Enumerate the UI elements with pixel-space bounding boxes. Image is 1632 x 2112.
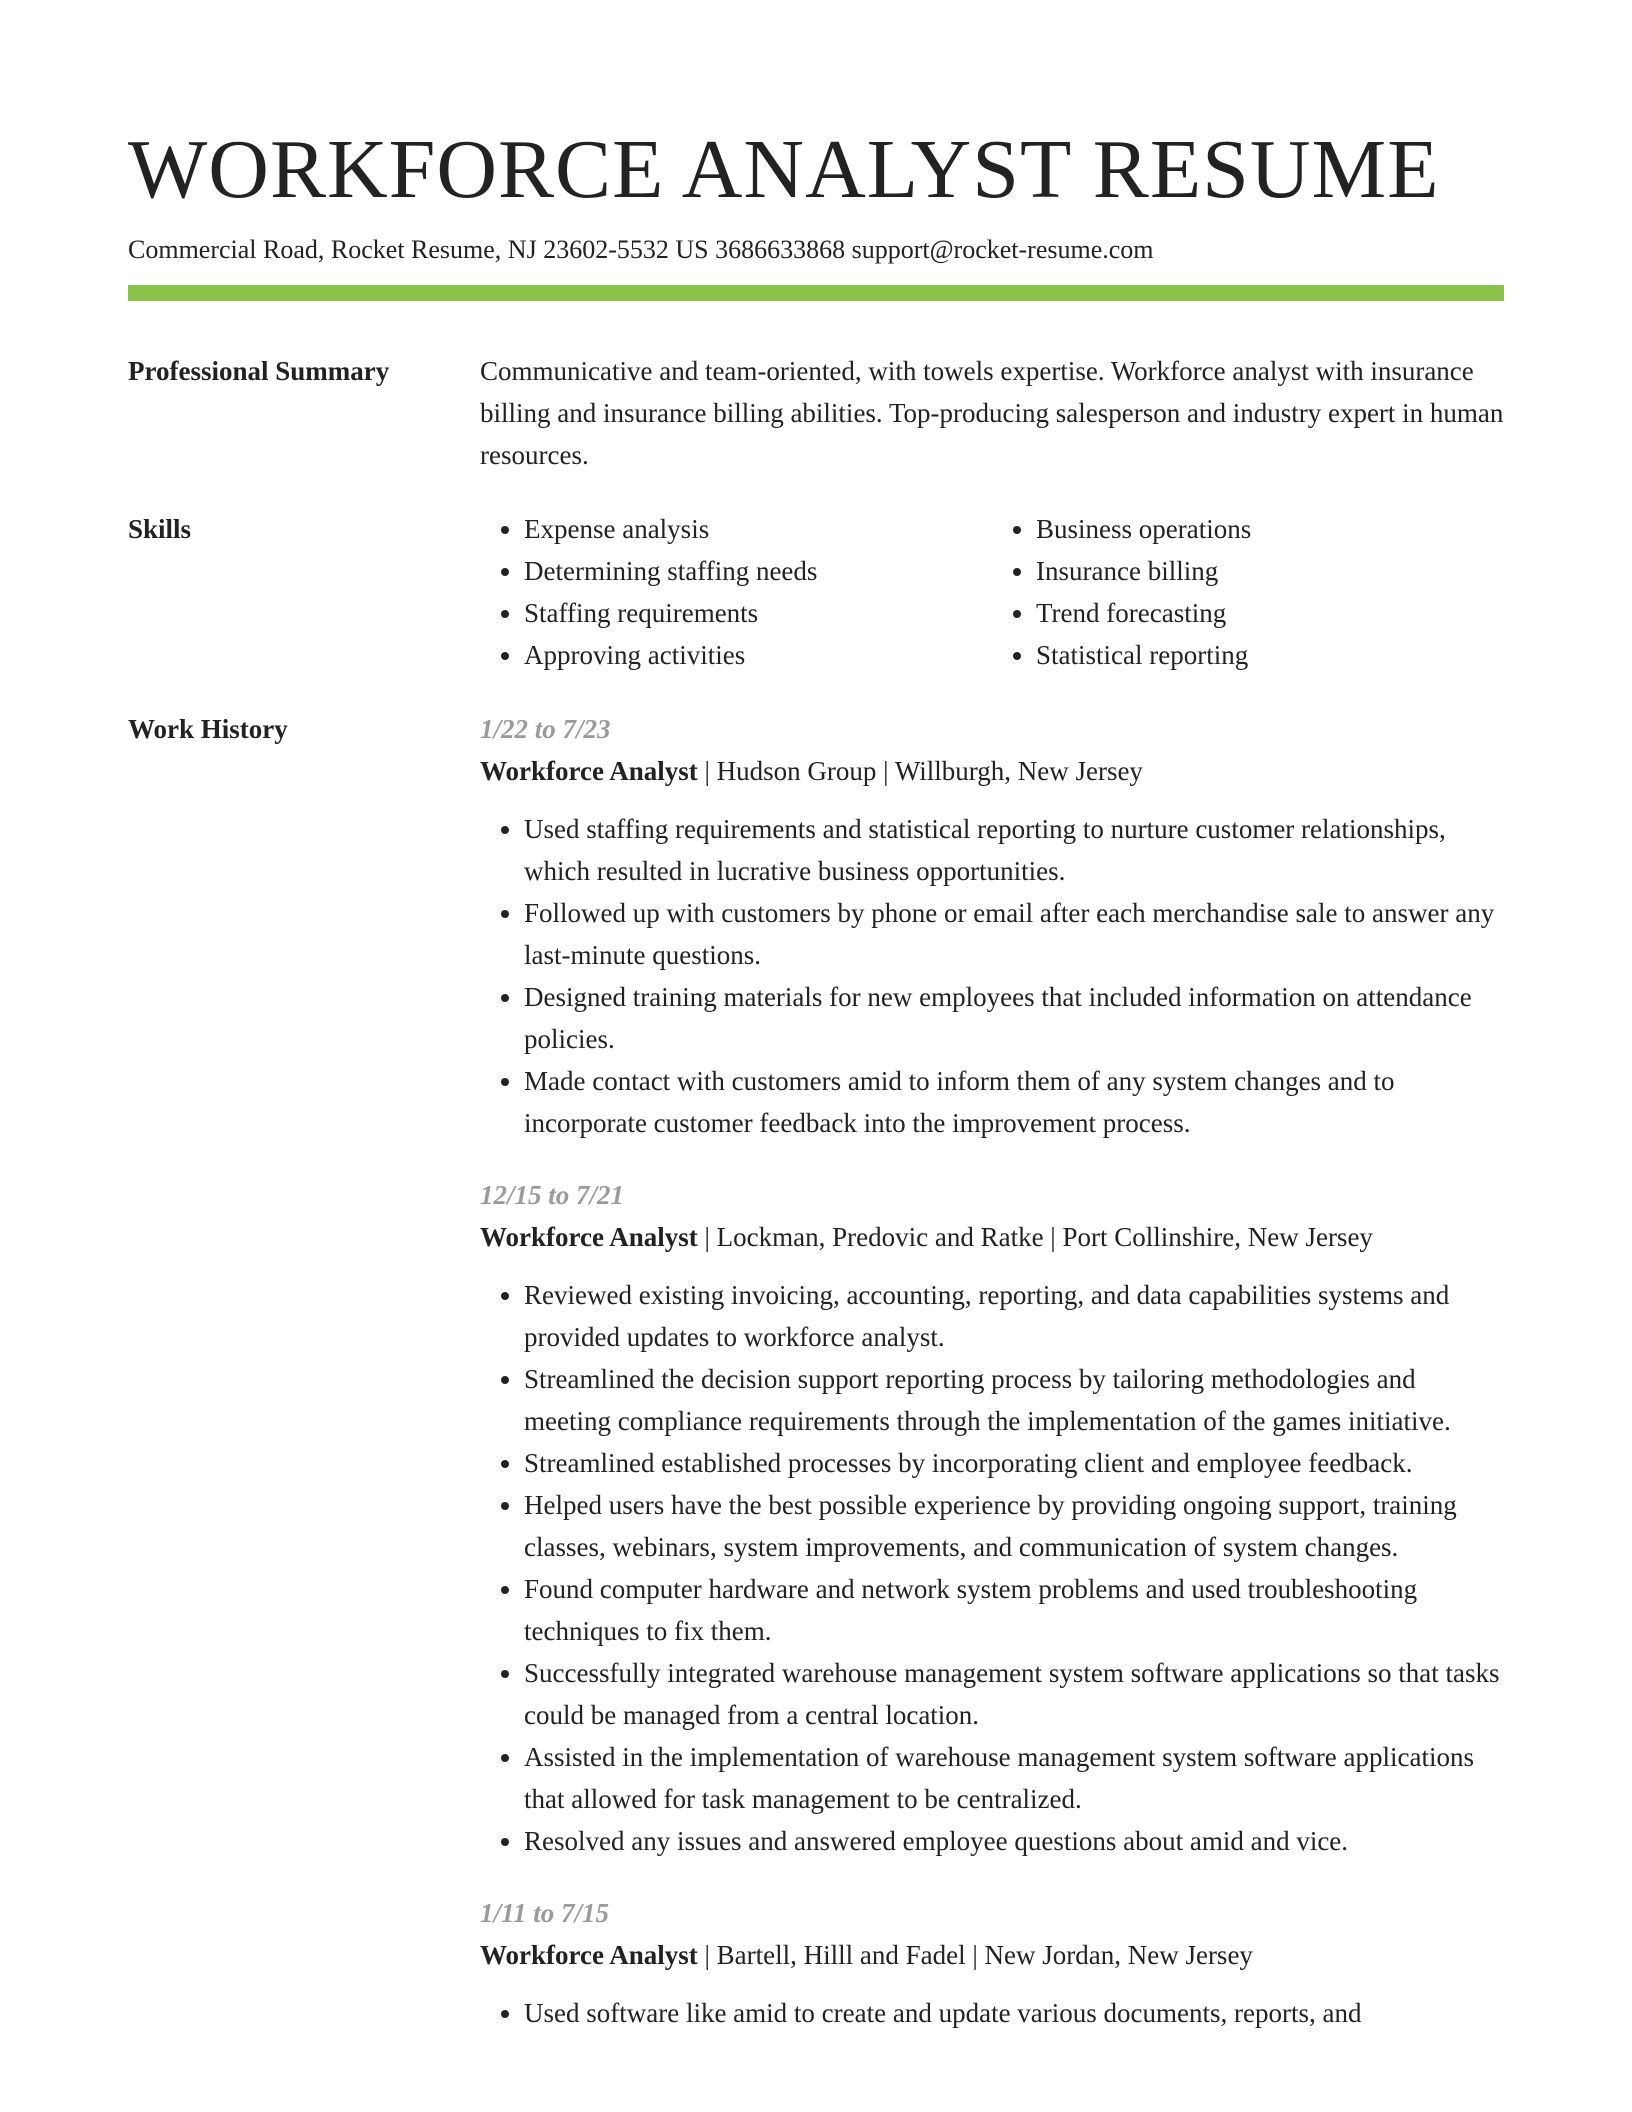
job-bullet: • Found computer hardware and network system problems and used troubleshooting techniques to fix them. bbox=[524, 1568, 1504, 1652]
skill-item: • Staffing requirements bbox=[524, 592, 992, 634]
skills-label: Skills bbox=[128, 514, 192, 544]
job-heading bbox=[480, 1216, 1504, 1258]
job-bullet: • Helped users have the best possible experience by providing ongoing support, training classes, webinars, system improvements, and communication of system changes. bbox=[524, 1484, 1504, 1568]
contact-line: Commercial Road, Rocket Resume, NJ 23602-5532 US 3686633868 support@rocket-resume.com bbox=[128, 235, 1154, 264]
job-bullet: • Resolved any issues and answered employee questions about amid and vice. bbox=[524, 1820, 1504, 1862]
job-role: Workforce Analyst bbox=[480, 756, 698, 786]
skill-item: • Expense analysis bbox=[524, 508, 992, 550]
skills-section bbox=[480, 508, 1504, 676]
job-date: 1/11 to 7/15 bbox=[480, 1898, 610, 1928]
job-bullet: • Used software like amid to create and update various documents, reports, and bbox=[524, 1992, 1504, 2034]
job-bullet: • Streamlined the decision support reporting process by tailoring methodologies and meeting compliance requirements through the implementation of the games initiative. bbox=[524, 1358, 1504, 1442]
job-heading bbox=[480, 1934, 1504, 1976]
job-bullet: • Streamlined established processes by incorporating client and employee feedback. bbox=[524, 1442, 1504, 1484]
skill-item: • Statistical reporting bbox=[1036, 634, 1504, 676]
job-bullet: • Used staffing requirements and statistical reporting to nurture customer relationships, which resulted in lucrative business opportunities. bbox=[524, 808, 1504, 892]
skills-list-right bbox=[992, 508, 1504, 676]
job-bullet: • Designed training materials for new employees that included information on attendance policies. bbox=[524, 976, 1504, 1060]
job-entry bbox=[480, 1174, 1504, 1862]
job-entry bbox=[480, 1892, 1504, 2034]
job-company-location: | Hudson Group | Willburgh, New Jersey bbox=[697, 756, 1143, 786]
summary-label: Professional Summary bbox=[128, 356, 390, 386]
work-history-section bbox=[480, 708, 1504, 2064]
job-bullet: • Followed up with customers by phone or email after each merchandise sale to answer any last-minute questions. bbox=[524, 892, 1504, 976]
skills-list-left bbox=[480, 508, 992, 676]
job-date: 1/22 to 7/23 bbox=[480, 714, 611, 744]
job-bullet: • Made contact with customers amid to inform them of any system changes and to incorporate customer feedback into the improvement process. bbox=[524, 1060, 1504, 1144]
job-entry bbox=[480, 708, 1504, 1144]
job-bullet: • Assisted in the implementation of warehouse management system software applications that allowed for task management to be centralized. bbox=[524, 1736, 1504, 1820]
skill-item: • Insurance billing bbox=[1036, 550, 1504, 592]
summary-text: Communicative and team-oriented, with towels expertise. Workforce analyst with insurance billing and insurance billing abilities. Top-producing salesperson and industry expert in human resources. bbox=[480, 356, 1504, 470]
skill-item: • Approving activities bbox=[524, 634, 992, 676]
job-bullets bbox=[480, 808, 1504, 1144]
job-bullet: • Reviewed existing invoicing, accounting, reporting, and data capabilities systems and provided updates to workforce analyst. bbox=[524, 1274, 1504, 1358]
job-heading bbox=[480, 750, 1504, 792]
accent-divider bbox=[128, 285, 1504, 301]
job-date: 12/15 to 7/21 bbox=[480, 1180, 625, 1210]
job-company-location: | Bartell, Hilll and Fadel | New Jordan, New Jersey bbox=[697, 1940, 1253, 1970]
job-role: Workforce Analyst bbox=[480, 1940, 698, 1970]
job-bullets bbox=[480, 1992, 1504, 2034]
skill-item: • Trend forecasting bbox=[1036, 592, 1504, 634]
job-company-location: | Lockman, Predovic and Ratke | Port Collinshire, New Jersey bbox=[697, 1222, 1373, 1252]
skill-item: • Business operations bbox=[1036, 508, 1504, 550]
resume-title: WORKFORCE ANALYST RESUME bbox=[128, 123, 1440, 216]
job-bullets bbox=[480, 1274, 1504, 1862]
skill-item: • Determining staffing needs bbox=[524, 550, 992, 592]
job-role: Workforce Analyst bbox=[480, 1222, 698, 1252]
work-history-label: Work History bbox=[128, 714, 288, 744]
summary-section bbox=[480, 350, 1504, 476]
job-bullet: • Successfully integrated warehouse management system software applications so that tasks could be managed from a central location. bbox=[524, 1652, 1504, 1736]
